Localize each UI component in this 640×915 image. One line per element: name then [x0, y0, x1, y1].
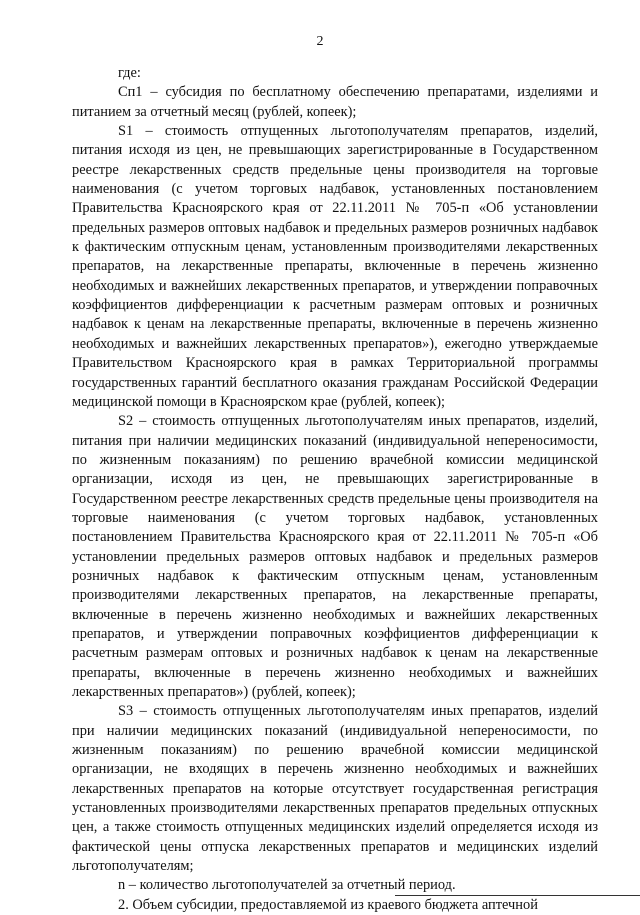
bottom-rule	[395, 895, 640, 896]
document-body	[72, 64, 598, 915]
page-number: 2	[316, 34, 324, 49]
paragraph-sp1: Сп1 – субсидия по бесплатному обеспечению препаратами, изделиями и питанием за отчетный месяц (рублей, копеек);	[72, 84, 598, 120]
paragraph-item-2: 2. Объем субсидии, предоставляемой из краевого бюджета аптечной	[118, 896, 538, 913]
paragraph-s1: S1 – стоимость отпущенных льготополучателям препаратов, изделий, питания исходя из цен, не превышающих зарегистрированные в Государственном реестре лекарственных средств предельные цены производителя на торговые наименования (с учетом торговых надбавок, установленных постановлением Правительства Красноярского края от 22.11.2011 № 705-п «Об установлении предельных размеров оптовых надбавок и предельных размеров розничных надбавок к фактическим отпускным ценам, установленным производителями лекарственных препаратов, на лекарственные препараты, включенные в перечень жизненно необходимых и важнейших лекарственных препаратов, и утверждении поправочных коэффициентов дифференциации к расчетным размерам оптовых и розничных надбавок к ценам на лекарственные препараты, включенные в перечень жизненно необходимых и важнейших лекарственных препаратов»), ежегодно утверждаемые Правительством Красноярского края в рамках Территориальной программы государственных гарантий бесплатного оказания гражданам Российской Федерации медицинской помощи в Красноярском крае (рублей, копеек);	[72, 123, 598, 410]
paragraph-where: где:	[118, 65, 141, 81]
paragraph-s3: S3 – стоимость отпущенных льготополучателям иных препаратов, изделий при наличии медицинских показаний (индивидуальной непереносимости, по жизненным показаниям) по решению врачебной комиссии медицинской организации, не входящих в перечень жизненно необходимых и важнейших лекарственных препаратов на которые отсутствует государственная регистрация установленных производителями лекарственных препаратов предельных отпускных цен, а также стоимость отпущенных медицинских изделий определяется исходя из фактической цены отпуска лекарственных препаратов и медицинских изделий льготополучателям;	[72, 703, 598, 875]
paragraph-s2: S2 – стоимость отпущенных льготополучателям иных препаратов, изделий, питания при наличии медицинских показаний (индивидуальной непереносимости, по жизненным показаниям) по решению врачебной комиссии медицинской организации, исходя из цен, не превышающих зарегистрированные в Государственном реестре лекарственных средств предельные цены производителя на торговые наименования (с учетом торговых надбавок, установленных постановлением Правительства Красноярского края от 22.11.2011 № 705-п «Об установлении предельных размеров оптовых надбавок и предельных размеров розничных надбавок к фактическим отпускным ценам, установленным производителями лекарственных препаратов, на лекарственные препараты, включенные в перечень жизненно необходимых и важнейших лекарственных препаратов, и утверждении поправочных коэффициентов дифференциации к расчетным размерам оптовых и розничных надбавок к ценам на лекарственные препараты, включенные в перечень жизненно необходимых и важнейших лекарственных препаратов») (рублей, копеек);	[72, 413, 598, 700]
paragraph-n: n – количество льготополучателей за отчетный период.	[118, 877, 456, 894]
